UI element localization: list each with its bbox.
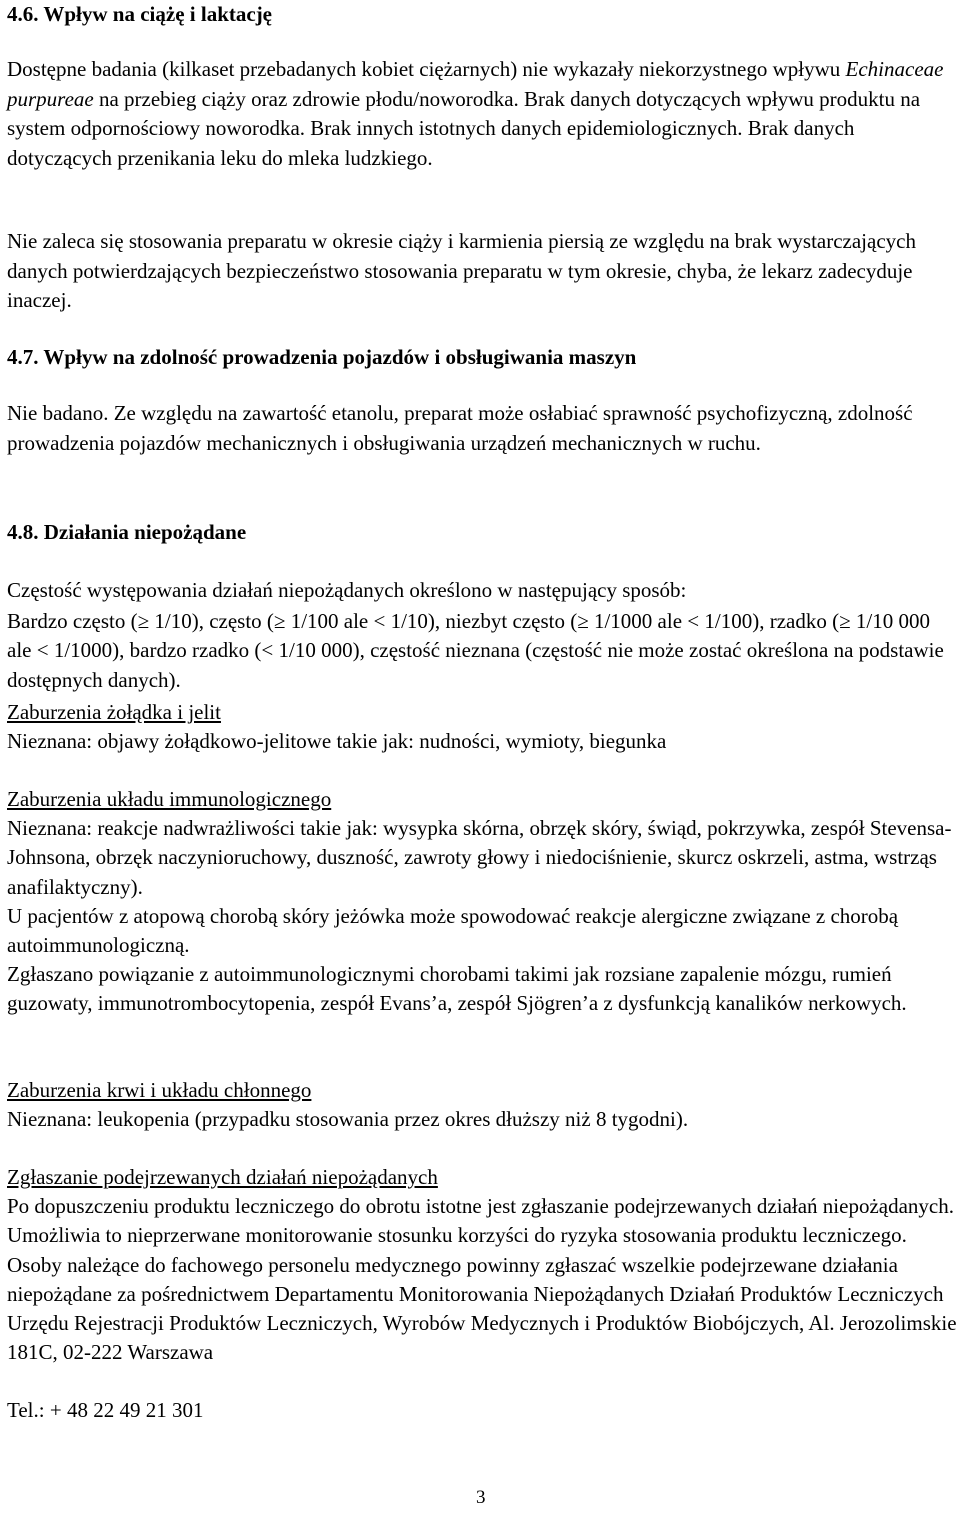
immune-disorders-text: Nieznana: reakcje nadwrażliwości takie jak: wysypka skórna, obrzęk skóry, świąd, pokrzywka, zespół Stevensa-Johnsona, obrzęk naczynioruchowy, duszność, zawroty głowy i niedociśnienie, skurcz oskrzeli, astma, wstrząs anafilaktyczny). [7, 816, 952, 899]
immune-atopy-text: U pacjentów z atopową chorobą skóry jeżówka może spowodować reakcje alergiczne związane z chorobą autoimmunologiczną. [7, 904, 899, 958]
p1-latin-name: Echinaceae purpureae [7, 57, 944, 111]
frequency-intro: Częstość występowania działań niepożądanych określono w następujący sposób: [7, 578, 687, 602]
frequency-definitions: Bardzo często (≥ 1/10), często (≥ 1/100 ale < 1/10), niezbyt często (≥ 1/1000 ale < 1/100), rzadko (≥ 1/10 000 ale < 1/1000), bardzo rzadko (< 1/10 000), częstość nieznana (częstość nie może zostać określona na podstawie dostępnych danych). [7, 609, 944, 692]
blood-disorders-title: Zaburzenia krwi i układu chłonnego [7, 1078, 312, 1102]
reporting-phone: Tel.: + 48 22 49 21 301 [7, 1398, 204, 1422]
blood-disorders-text: Nieznana: leukopenia (przypadku stosowania przez okres dłuższy niż 8 tygodni). [7, 1107, 689, 1131]
reporting-text: Po dopuszczeniu produktu leczniczego do obrotu istotne jest zgłaszanie podejrzewanych działań niepożądanych. Umożliwia to nieprzerwane monitorowanie stosunku korzyści do ryzyka stosowania produktu leczniczego. Osoby należące do fachowego personelu medycznego powinny zgłaszać wszelkie podejrzewane działania niepożądane za pośrednictwem Departamentu Monitorowania Niepożądanych Działań Produktów Leczniczych Urzędu Rejestracji Produktów Leczniczych, Wyrobów Medycznych i Produktów Biobójczych, Al. Jerozolimskie 181C, 02-222 Warszawa [7, 1194, 957, 1365]
section-4-6-paragraph-1 [7, 55, 957, 173]
gi-disorders-text: Nieznana: objawy żołądkowo-jelitowe takie jak: nudności, wymioty, biegunka [7, 729, 667, 753]
page-number: 3 [476, 1487, 486, 1508]
section-4-8-heading: 4.8. Działania niepożądane [7, 520, 247, 544]
p1-text-after: na przebieg ciąży oraz zdrowie płodu/noworodka. Brak danych dotyczących wpływu produktu na system odpornościowy noworodka. Brak innych istotnych danych epidemiologicznych. Brak danych dotyczących przenikania leku do mleka ludzkiego. [7, 86, 921, 170]
section-4-7-heading: 4.7. Wpływ na zdolność prowadzenia pojazdów i obsługiwania maszyn [7, 345, 637, 369]
section-4-6-paragraph-2: Nie zaleca się stosowania preparatu w okresie ciąży i karmienia piersią ze względu na brak wystarczających danych potwierdzających bezpieczeństwo stosowania preparatu w tym okresie, chyba, że lekarz zadecyduje inaczej. [7, 229, 916, 312]
section-4-6-heading: 4.6. Wpływ na ciążę i laktację [7, 2, 273, 26]
reporting-title: Zgłaszanie podejrzewanych działań niepożądanych [7, 1165, 438, 1189]
immune-autoimmune-text: Zgłaszano powiązanie z autoimmunologicznymi chorobami takimi jak rozsiane zapalenie mózgu, rumień guzowaty, immunotrombocytopenia, zespół Evans’a, zespół Sjögren’a z dysfunkcją kanalików nerkowych. [7, 962, 907, 1016]
section-4-7-paragraph: Nie badano. Ze względu na zawartość etanolu, preparat może osłabiać sprawność psychofizyczną, zdolność prowadzenia pojazdów mechanicznych i obsługiwania urządzeń mechanicznych w ruchu. [7, 401, 913, 455]
immune-disorders-title: Zaburzenia układu immunologicznego [7, 787, 332, 811]
p1-text-before: Dostępne badania (kilkaset przebadanych kobiet ciężarnych) nie wykazały niekorzystnego wpływu [7, 57, 846, 81]
gi-disorders-title: Zaburzenia żołądka i jelit [7, 700, 221, 724]
